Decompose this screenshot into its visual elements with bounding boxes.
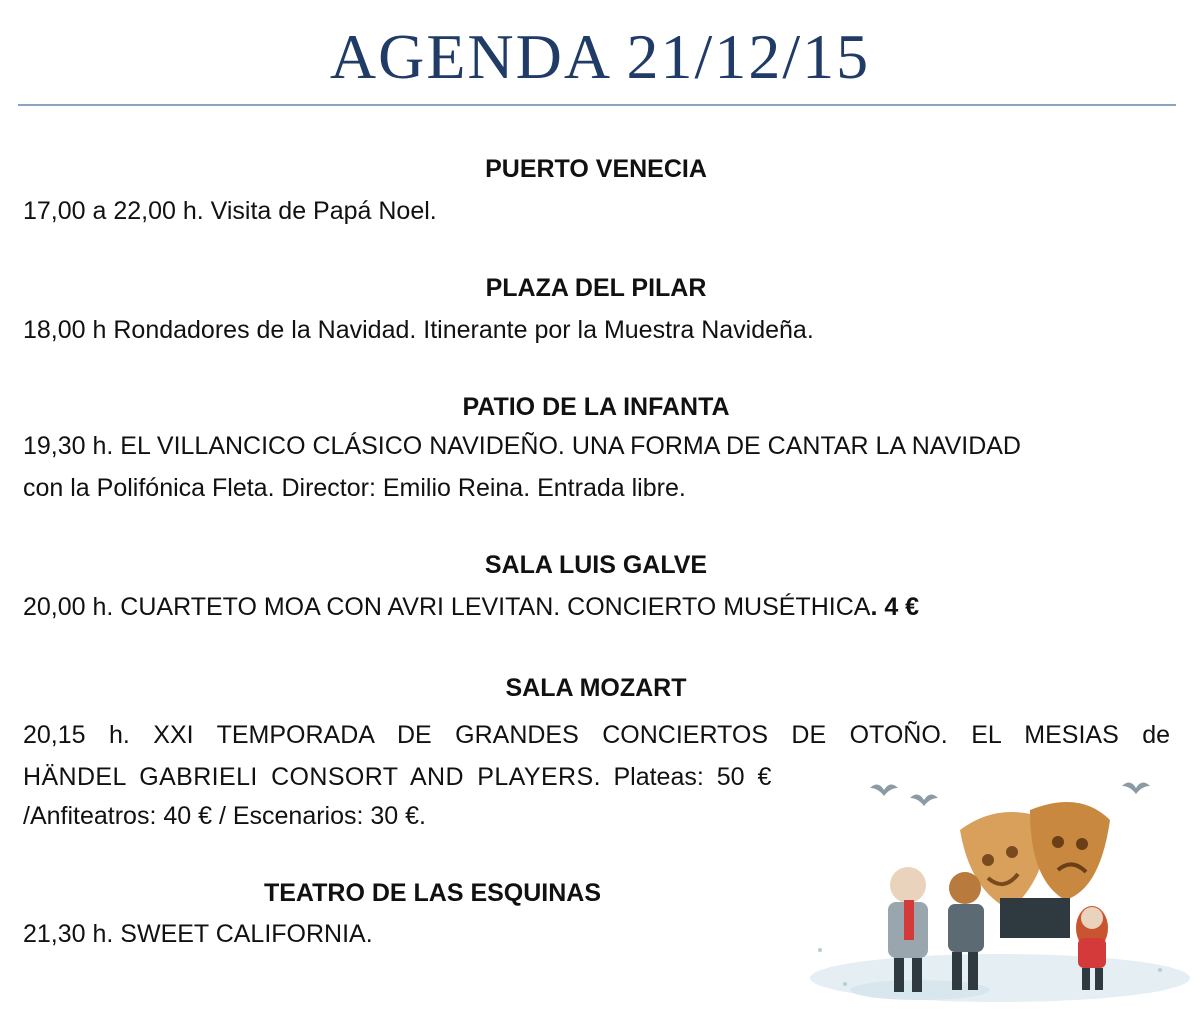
venue-heading-plaza-del-pilar: PLAZA DEL PILAR bbox=[485, 274, 707, 302]
event-line bbox=[23, 591, 919, 623]
theatre-masks-audience-icon bbox=[800, 770, 1190, 1015]
venue-heading-sala-luis-galve: SALA LUIS GALVE bbox=[484, 551, 708, 579]
event-line: 17,00 a 22,00 h. Visita de Papá Noel. bbox=[23, 197, 437, 225]
page-title: AGENDA 21/12/15 bbox=[329, 21, 871, 92]
venue-heading-teatro-de-las-esquinas: TEATRO DE LAS ESQUINAS bbox=[263, 879, 602, 907]
event-line: 21,30 h. SWEET CALIFORNIA. bbox=[23, 920, 373, 948]
event-line: 20,15 h. XXI TEMPORADA DE GRANDES CONCIERTOS DE OTOÑO. EL MESIAS de bbox=[23, 721, 1170, 749]
event-line: 19,30 h. EL VILLANCICO CLÁSICO NAVIDEÑO. UNA FORMA DE CANTAR LA NAVIDAD bbox=[23, 432, 1021, 460]
event-price: . 4 € bbox=[870, 593, 920, 621]
event-text: 20,00 h. CUARTETO MOA CON AVRI LEVITAN. CONCIERTO MUSÉTHICA bbox=[23, 593, 871, 621]
event-text: HÄNDEL GABRIELI CONSORT AND PLAYERS bbox=[23, 763, 594, 791]
event-line bbox=[23, 761, 771, 793]
venue-heading-sala-mozart: SALA MOZART bbox=[505, 674, 687, 702]
event-price: . Plateas: 50 € bbox=[593, 763, 772, 791]
event-line: con la Polifónica Fleta. Director: Emilio Reina. Entrada libre. bbox=[23, 474, 686, 502]
title-divider bbox=[18, 104, 1176, 106]
event-line: 18,00 h Rondadores de la Navidad. Itinerante por la Muestra Navideña. bbox=[23, 316, 814, 344]
venue-heading-puerto-venecia: PUERTO VENECIA bbox=[485, 155, 707, 183]
event-line: /Anfiteatros: 40 € / Escenarios: 30 €. bbox=[23, 802, 427, 830]
venue-heading-patio-de-la-infanta: PATIO DE LA INFANTA bbox=[462, 393, 730, 421]
